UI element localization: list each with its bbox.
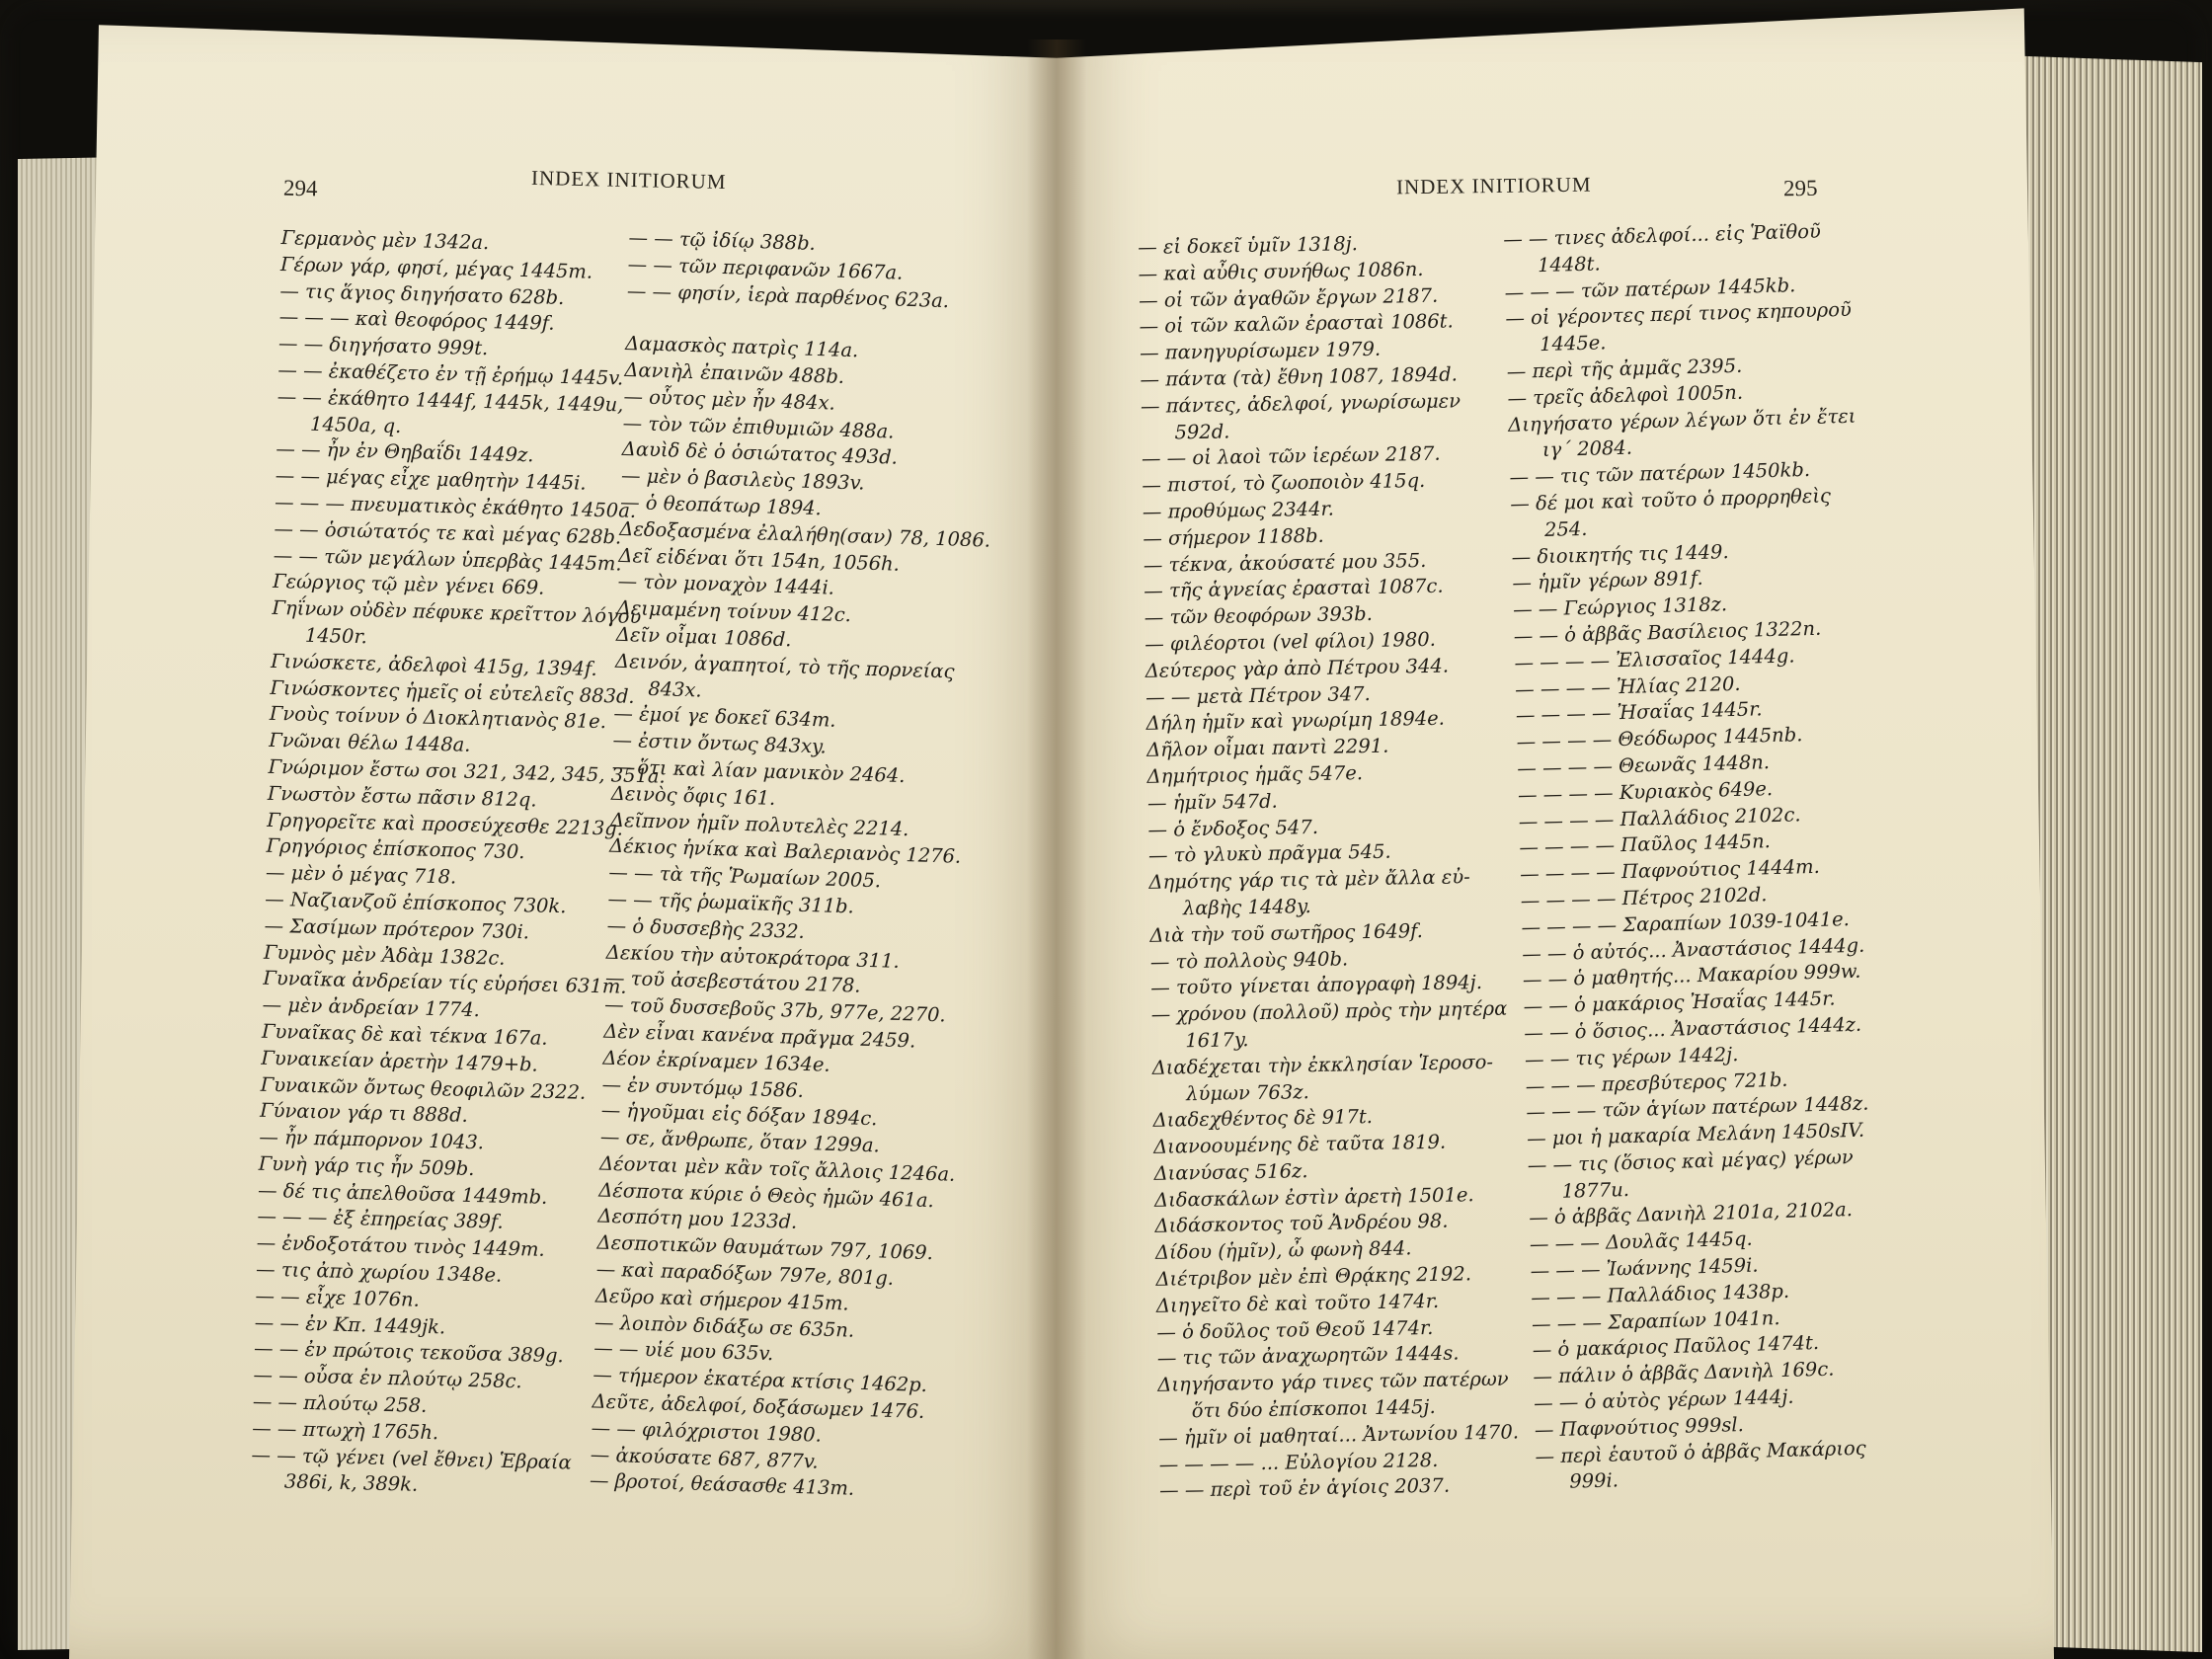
index-entry: Γρηγορεῖτε καὶ προσεύχεσθε 2213g. (267, 808, 624, 840)
index-entry: Γνωστὸν ἔστω πᾶσιν 812q. (267, 781, 537, 812)
right-page-column-2 (1503, 218, 1884, 1497)
index-entry: Γυναῖκας δὲ καὶ τέκνα 167a. (261, 1019, 548, 1050)
index-entry: λύμων 763z. (1185, 1079, 1309, 1105)
index-entry: — — — — Παῦλος 1445n. (1519, 830, 1772, 860)
index-entry: — χρόνου (πολλοῦ) πρὸς τὴν μητέρα (1150, 996, 1508, 1026)
left-page-column-2 (590, 225, 1000, 1506)
index-entry: — — ὁ αὐτὸς γέρων 1444j. (1533, 1384, 1794, 1415)
index-entry: — ὁ μακάριος Παῦλος 1474t. (1532, 1331, 1820, 1363)
index-entry: Δίδου (ἡμῖν), ὦ φωνὴ 844. (1154, 1236, 1412, 1265)
index-entry: — — — — Παφνούτιος 1444m. (1519, 854, 1821, 886)
index-entry: — — — πρεσβύτερος 721b. (1525, 1067, 1788, 1098)
index-entry: — — πλούτῳ 258. (252, 1389, 428, 1418)
index-entry: — πάντα (τὰ) ἔθνη 1087, 1894d. (1140, 362, 1459, 391)
index-entry: — τήμερον ἑκατέρα κτίσις 1462p. (592, 1363, 928, 1397)
index-entry: — — — Ἰωάννης 1459i. (1530, 1253, 1759, 1283)
right-page-column-1 (1138, 229, 1520, 1505)
index-entry: Διανύσας 516z. (1153, 1159, 1308, 1185)
index-entry: — καὶ αὖθις συνήθως 1086n. (1138, 257, 1424, 285)
index-entry: Δέονται μὲν κἂν τοῖς ἄλλοις 1246a. (598, 1151, 956, 1186)
index-entry: Δεινὸς ὄφις 161. (610, 781, 776, 810)
index-entry: Δεσπότη μου 1233d. (597, 1204, 798, 1234)
index-entry: Δημότης γάρ τις τὰ μὲν ἄλλα εὐ- (1148, 865, 1470, 895)
index-entry: — — — καὶ θεοφόρος 1449f. (278, 305, 555, 336)
index-entry: — μοι ἡ μακαρία Μελάνη 1450sIV. (1526, 1118, 1865, 1150)
index-entry: — μὲν ὁ μέγας 718. (265, 860, 457, 889)
index-entry: — ἐμοί γε δοκεῖ 634m. (613, 702, 836, 733)
index-entry: — περὶ ἑαυτοῦ ὁ ἀββᾶς Μακάριος (1535, 1436, 1866, 1468)
index-entry: Διηγήσατο γέρων λέγων ὅτι ἐν ἔτει (1507, 404, 1856, 436)
index-entry: Δαυὶδ δὲ ὁ ὁσιώτατος 493d. (621, 437, 899, 470)
index-entry: — μὲν ἀνδρείαν 1774. (262, 992, 481, 1022)
index-entry: — τοῦτο γίνεται ἀπογραφὴ 1894j. (1150, 971, 1483, 1000)
index-entry: — — — Σαραπίων 1041n. (1531, 1305, 1780, 1336)
index-entry: — Παφνούτιος 999sl. (1534, 1412, 1745, 1442)
index-entry: — τις τῶν ἀναχωρητῶν 1444s. (1156, 1341, 1460, 1371)
index-entry: — — — — Ἐλισσαῖος 1444g. (1514, 644, 1795, 674)
index-entry: — — φησίν, ἱερὰ παρθένος 623a. (626, 278, 950, 312)
index-entry: — ὅτι καὶ λίαν μανικὸν 2464. (611, 754, 906, 787)
index-entry: — τοῦ δυσσεβοῦς 37b, 977e, 2270. (603, 992, 947, 1027)
index-entry: 1450a, q. (309, 412, 402, 437)
index-entry: — τὸ γλυκὺ πρᾶγμα 545. (1147, 839, 1391, 868)
index-entry: 999i. (1568, 1468, 1620, 1494)
index-entry: ὅτι δύο ἐπίσκοποι 1445j. (1191, 1394, 1436, 1423)
index-entry: ιγ΄ 2084. (1541, 436, 1633, 462)
index-entry: 1877u. (1561, 1177, 1630, 1203)
index-entry: — — οἱ λαοὶ τῶν ἱερέων 2187. (1141, 442, 1441, 471)
index-entry: Δέκιος ἡνίκα καὶ Βαλεριανὸς 1276. (608, 834, 962, 869)
index-entry: — εἰ δοκεῖ ὑμῖν 1318j. (1138, 232, 1359, 259)
index-entry: — — Γεώργιος 1318z. (1512, 592, 1728, 622)
index-entry: — — τῷ γένει (vel ἔθνει) Ἑβραία (251, 1443, 573, 1474)
index-entry: — — — τῶν ἁγίων πατέρων 1448z. (1526, 1091, 1869, 1124)
index-entry: Γερμανὸς μὲν 1342a. (280, 225, 490, 255)
index-entry: Διηγήσαντο γάρ τινες τῶν πατέρων (1157, 1367, 1509, 1397)
index-entry: — — τις (ὅσιος καὶ μέγας) γέρων (1527, 1145, 1855, 1177)
index-entry: — — ἐκαθέζετο ἐν τῇ ἐρήμῳ 1445v. (277, 357, 624, 390)
index-entry: Γυμνὸς μὲν Ἀδὰμ 1382c. (263, 940, 506, 970)
index-entry: — — ὁ μαθητής... Μακαρίου 999w. (1522, 960, 1861, 992)
index-entry: Γρηγόριος ἐπίσκοπος 730. (266, 834, 525, 864)
index-entry: Δήλη ἡμῖν καὶ γνωρίμη 1894e. (1146, 706, 1446, 736)
index-entry: 1445e. (1539, 331, 1607, 356)
index-entry: — τοῦ ἀσεβεστάτου 2178. (604, 966, 861, 998)
right-page-edges (2024, 56, 2202, 1652)
index-entry: — λοιπὸν διδάξω σε 635n. (593, 1310, 855, 1342)
index-entry: 386i, k, 389k. (283, 1469, 419, 1497)
index-entry: — — ἐν Κπ. 1449jk. (254, 1310, 446, 1339)
index-entry: — — οὖσα ἐν πλούτῳ 258c. (253, 1363, 522, 1393)
index-entry: — οἱ γέροντες περί τινος κηπουροῦ (1505, 298, 1853, 331)
index-entry: Γυναικῶν ὄντως θεοφιλῶν 2322. (260, 1072, 587, 1104)
index-entry: Δειμαμένη τοίνυν 412c. (616, 595, 852, 627)
index-entry: — μὲν ὁ βασιλεὺς 1893v. (620, 464, 865, 495)
index-entry: — — ὁ ἀββᾶς Βασίλειος 1322n. (1513, 616, 1822, 648)
index-entry: Δέσποτα κύριε ὁ Θεὸς ἡμῶν 461a. (597, 1178, 935, 1212)
index-entry: — — — — ... Εὐλογίου 2128. (1158, 1448, 1439, 1476)
index-entry: — ἐνδοξοτάτου τινὸς 1449m. (256, 1230, 545, 1262)
index-entry: — ἡμῖν οἱ μαθηταί... Ἀντωνίου 1470. (1158, 1420, 1520, 1450)
index-entry: — — — — Παλλάδιος 2102c. (1518, 802, 1801, 833)
index-entry: — ὁ ἔνδοξος 547. (1147, 815, 1319, 841)
index-entry: — — ὁσιώτατός τε καὶ μέγας 628b. (274, 516, 622, 549)
index-entry: Δεῖπνον ἡμῖν πολυτελὲς 2214. (609, 808, 909, 840)
index-entry: — ὁ δυσσεβὴς 2332. (606, 913, 806, 943)
index-entry: Γέρων γάρ, φησί, μέγας 1445m. (279, 252, 593, 283)
index-entry: Δεῖν οἶμαι 1086d. (615, 622, 792, 652)
index-entry: — πάλιν ὁ ἀββᾶς Δανιὴλ 169c. (1533, 1357, 1835, 1388)
index-entry: — ἡμῖν 547d. (1146, 789, 1278, 815)
index-entry: Διδάσκοντος τοῦ Ἀνδρέου 98. (1154, 1210, 1449, 1238)
index-entry: Δημήτριος ἡμᾶς 547e. (1146, 761, 1364, 788)
index-entry: — — μετὰ Πέτρον 347. (1145, 681, 1371, 709)
left-running-head: INDEX INITIORUM (530, 165, 727, 195)
index-entry: — τὸν μοναχὸν 1444i. (617, 570, 835, 600)
index-entry: — — — — Σαραπίων 1039-1041e. (1521, 907, 1851, 939)
index-entry: — — ὁ μακάριος Ἠσαΐας 1445r. (1523, 987, 1836, 1018)
index-entry: Δεῦτε, ἀδελφοί, δοξάσωμεν 1476. (592, 1389, 925, 1424)
index-entry: — — — — Πέτρος 2102d. (1520, 883, 1768, 912)
index-entry: Διαδέχεται τὴν ἐκκλησίαν Ἱεροσο- (1151, 1050, 1494, 1079)
index-entry: 592d. (1174, 419, 1230, 443)
index-entry: — — μέγας εἶχε μαθητὴν 1445i. (275, 464, 587, 495)
index-entry: — Σασίμων πρότερον 730i. (264, 913, 530, 944)
index-entry: Γυναικείαν ἀρετὴν 1479+b. (261, 1046, 539, 1076)
right-running-head: INDEX INITIORUM (1395, 172, 1592, 199)
index-entry: Δεῖ εἰδέναι ὅτι 154n, 1056h. (618, 543, 901, 576)
index-entry: — οἱ τῶν ἀγαθῶν ἔργων 2187. (1138, 283, 1439, 312)
index-entry: — πανηγυρίσωμεν 1979. (1139, 337, 1382, 365)
index-entry: — τις ἀπὸ χωρίου 1348e. (255, 1257, 503, 1287)
index-entry: — Ναζιανζοῦ ἐπίσκοπος 730k. (265, 887, 567, 918)
left-page-number: 294 (282, 175, 318, 201)
index-entry: — ἐστιν ὄντως 843xy. (612, 728, 828, 758)
index-entry: Δῆλον οἶμαι παντὶ 2291. (1146, 734, 1389, 762)
index-entry: — — — Παλλάδιος 1438p. (1531, 1279, 1790, 1309)
index-entry: — φιλέορτοι (vel φίλοι) 1980. (1145, 627, 1437, 656)
index-entry: — — τῆς ῥωμαϊκῆς 311b. (607, 887, 855, 918)
index-entry: — τῆς ἁγνείας ἐρασταὶ 1087c. (1144, 575, 1444, 603)
index-entry: Δὲν εἶναι κανένα πρᾶγμα 2459. (602, 1019, 916, 1053)
index-entry: Δανιὴλ ἐπαινῶν 488b. (624, 357, 845, 388)
index-entry: — ἡμῖν γέρων 891f. (1512, 567, 1703, 595)
index-entry: — — τις γέρων 1442j. (1524, 1042, 1739, 1071)
index-entry: 1617y. (1185, 1028, 1249, 1053)
index-entry: — πάντες, ἀδελφοί, γνωρίσωμεν (1140, 389, 1462, 418)
index-entry: Διανοουμένης δὲ ταῦτα 1819. (1152, 1130, 1447, 1158)
index-entry: — — τῶν περιφανῶν 1667a. (627, 252, 904, 284)
index-entry: — δέ μοι καὶ τοῦτο ὁ προρρηθεὶς (1510, 484, 1832, 515)
index-entry: 843x. (647, 676, 703, 702)
index-entry: — — πτωχὴ 1765h. (251, 1416, 439, 1445)
index-entry: Δέον ἐκρίναμεν 1634e. (602, 1046, 831, 1076)
index-entry: Γνώριμον ἔστω σοι 321, 342, 345, 351a. (268, 754, 667, 788)
index-entry: — ἡγοῦμαι εἰς δόξαν 1894c. (600, 1098, 878, 1131)
index-entry: — — — ἐξ ἐπηρείας 389f. (257, 1205, 504, 1234)
index-entry: — οὗτος μὲν ἦν 484x. (623, 384, 836, 415)
index-entry: — σήμερον 1188b. (1143, 523, 1324, 550)
index-entry: Διηγεῖτο δὲ καὶ τοῦτο 1474r. (1155, 1289, 1440, 1317)
index-entry: Δεινόν, ἀγαπητοί, τὸ τῆς πορνείας (614, 649, 955, 683)
index-entry: Δαμασκὸς πατρὶς 114a. (624, 332, 859, 362)
index-entry: 254. (1543, 516, 1588, 541)
index-entry: — — — — Θεωνᾶς 1448n. (1517, 750, 1771, 780)
index-entry: Γνοὺς τοίνυν ὁ Διοκλητιανὸς 81e. (269, 702, 607, 734)
index-entry: — — — — Κυριακὸς 649e. (1517, 776, 1774, 807)
index-entry: — ὁ δοῦλος τοῦ Θεοῦ 1474r. (1156, 1315, 1434, 1344)
index-entry: — — — πνευματικὸς ἐκάθητο 1450a. (274, 490, 637, 522)
index-entry: Διέτριβον μὲν ἐπὶ Θρᾴκης 2192. (1155, 1262, 1472, 1291)
index-entry: — — περὶ τοῦ ἐν ἁγίοις 2037. (1158, 1474, 1451, 1503)
index-entry: — — εἶχε 1076n. (255, 1284, 421, 1311)
index-entry: — καὶ παραδόξων 797e, 801g. (595, 1257, 895, 1291)
index-entry: — ἐν συντόμῳ 1586. (601, 1072, 805, 1102)
index-entry: — οἱ τῶν καλῶν ἐρασταὶ 1086t. (1139, 309, 1454, 339)
index-entry: — — — — Θεόδωρος 1445nb. (1516, 723, 1803, 753)
index-entry: — — φιλόχριστοι 1980. (591, 1416, 823, 1447)
index-entry: — πιστοί, τὸ ζωοποιὸν 415q. (1142, 469, 1426, 498)
index-entry: — — ὁ αὐτός... Ἀναστάσιος 1444g. (1521, 933, 1865, 966)
index-entry: — τέκνα, ἀκούσατέ μου 355. (1143, 548, 1427, 577)
index-entry: — — τῶν μεγάλων ὑπερβὰς 1445m. (273, 543, 622, 576)
index-entry: — προθύμως 2344r. (1142, 497, 1335, 523)
index-entry: — σε, ἄνθρωπε, ὅταν 1299a. (599, 1125, 881, 1157)
book-gutter (1027, 40, 1086, 1659)
index-entry: Διὰ τὴν τοῦ σωτῆρος 1649f. (1149, 918, 1424, 947)
index-entry: — τις ἅγιος διηγήσατο 628b. (279, 278, 565, 309)
index-entry: — δέ τις ἀπελθοῦσα 1449mb. (257, 1178, 548, 1209)
index-entry: — — — — Ἠσαΐας 1445r. (1515, 697, 1763, 728)
index-entry: — — τῷ ἰδίῳ 388b. (628, 225, 817, 255)
index-entry: — τὸ πολλοὺς 940b. (1149, 946, 1349, 974)
index-entry: — διοικητής τις 1449. (1511, 539, 1729, 569)
index-entry: — — υἱέ μου 635v. (592, 1336, 774, 1366)
index-entry: — — ἐκάθητο 1444f, 1445k, 1449u, (276, 384, 624, 417)
index-entry: — — — τῶν πατέρων 1445kb. (1504, 273, 1796, 304)
index-entry: — ἀκούσατε 687, 877v. (590, 1443, 820, 1473)
index-entry: Δεσποτικῶν θαυμάτων 797, 1069. (596, 1230, 934, 1265)
index-entry: Δεδοξασμένα ἐλαλήθη(σαν) 78, 1086. (618, 516, 991, 552)
index-entry: Γηΐνων οὐδὲν πέφυκε κρεῖττον λόγου (272, 596, 642, 629)
index-entry: λαβὴς 1448y. (1182, 894, 1311, 920)
index-entry: Γινώσκοντες ἡμεῖς οἱ εὐτελεῖς 883d. (270, 675, 635, 708)
index-entry: — βροτοί, θεάσασθε 413m. (589, 1468, 855, 1501)
index-entry: — ὁ θεοπάτωρ 1894. (619, 490, 823, 520)
index-entry: — ὁ ἀββᾶς Δανιὴλ 2101a, 2102a. (1528, 1198, 1854, 1230)
index-entry: — — ἐν πρώτοις τεκοῦσα 389g. (253, 1337, 564, 1368)
index-entry: 1448t. (1537, 252, 1601, 276)
index-entry: — περὶ τῆς ἀμμᾶς 2395. (1506, 354, 1743, 383)
index-entry: — — — — Ἠλίας 2120. (1514, 672, 1741, 701)
index-entry: 1450r. (304, 623, 368, 649)
index-entry: Γνῶναι θέλω 1448a. (268, 728, 471, 756)
index-entry: Δεύτερος γὰρ ἀπὸ Πέτρου 344. (1145, 654, 1450, 682)
index-entry: Διδασκάλων ἐστὶν ἀρετὴ 1501e. (1153, 1182, 1474, 1212)
right-page-number: 295 (1782, 175, 1818, 201)
index-entry: Γεώργιος τῷ μὲν γένει 669. (272, 570, 545, 599)
index-entry: — ἦν πάμπορνον 1043. (259, 1125, 485, 1154)
index-entry: — τῶν θεοφόρων 393b. (1144, 602, 1374, 630)
index-entry: — — τις τῶν πατέρων 1450kb. (1509, 458, 1811, 490)
index-entry: — — ὁ ὅσιος... Ἀναστάσιος 1444z. (1524, 1012, 1862, 1045)
index-entry: Γυναῖκα ἀνδρείαν τίς εὑρήσει 631m. (263, 967, 627, 999)
index-entry: — — διηγήσατο 999t. (277, 332, 489, 360)
index-entry: Γύναιον γάρ τι 888d. (259, 1099, 469, 1128)
index-entry: Δεκίου τὴν αὐτοκράτορα 311. (605, 940, 901, 973)
index-entry: — — τὰ τῆς Ῥωμαίων 2005. (608, 860, 882, 893)
index-entry: — — ἦν ἐν Θηβαΐδι 1449z. (276, 437, 534, 467)
index-entry: Δεῦρο καὶ σήμερον 415m. (594, 1284, 850, 1315)
index-entry: — τὸν τῶν ἐπιθυμιῶν 488a. (622, 411, 895, 443)
index-entry: — — — Δουλᾶς 1445q. (1529, 1227, 1753, 1256)
index-entry: Γινώσκετε, ἀδελφοὶ 415g, 1394f. (270, 649, 597, 680)
index-entry: Γυνὴ γάρ τις ἦν 509b. (258, 1151, 475, 1180)
index-entry: — — τινες ἀδελφοί... εἰς Ῥαϊθοῦ (1503, 219, 1822, 251)
index-entry: Διαδεχθέντος δὲ 917t. (1152, 1105, 1374, 1133)
index-entry: — τρεῖς ἀδελφοὶ 1005n. (1507, 380, 1744, 410)
